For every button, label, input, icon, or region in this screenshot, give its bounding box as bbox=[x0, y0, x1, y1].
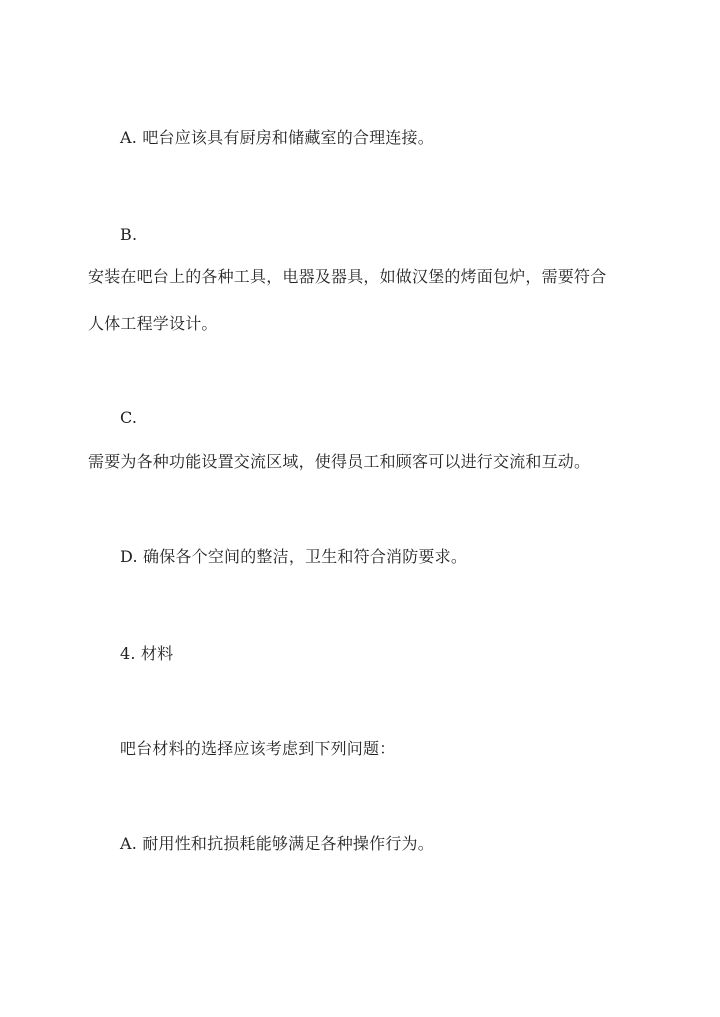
paragraph-d-hygiene: D. 确保各个空间的整洁，卫生和符合消防要求。 bbox=[120, 547, 468, 566]
paragraph-materials-intro: 吧台材料的选择应该考虑到下列问题： bbox=[120, 739, 396, 758]
paragraph-b-label: B. bbox=[120, 225, 138, 244]
section-heading-materials: 4. 材料 bbox=[120, 644, 174, 663]
paragraph-c-body: 需要为各种功能设置交流区域，使得员工和顾客可以进行交流和互动。 bbox=[88, 452, 591, 471]
paragraph-b-body-line-2: 人体工程学设计。 bbox=[88, 314, 218, 333]
paragraph-c-label: C. bbox=[120, 408, 138, 427]
paragraph-a-kitchen-storage: A. 吧台应该具有厨房和储藏室的合理连接。 bbox=[120, 128, 434, 147]
paragraph-b-body-line-1: 安装在吧台上的各种工具，电器及器具，如做汉堡的烤面包炉，需要符合 bbox=[88, 267, 607, 286]
paragraph-a-durability: A. 耐用性和抗损耗能够满足各种操作行为。 bbox=[120, 834, 434, 853]
